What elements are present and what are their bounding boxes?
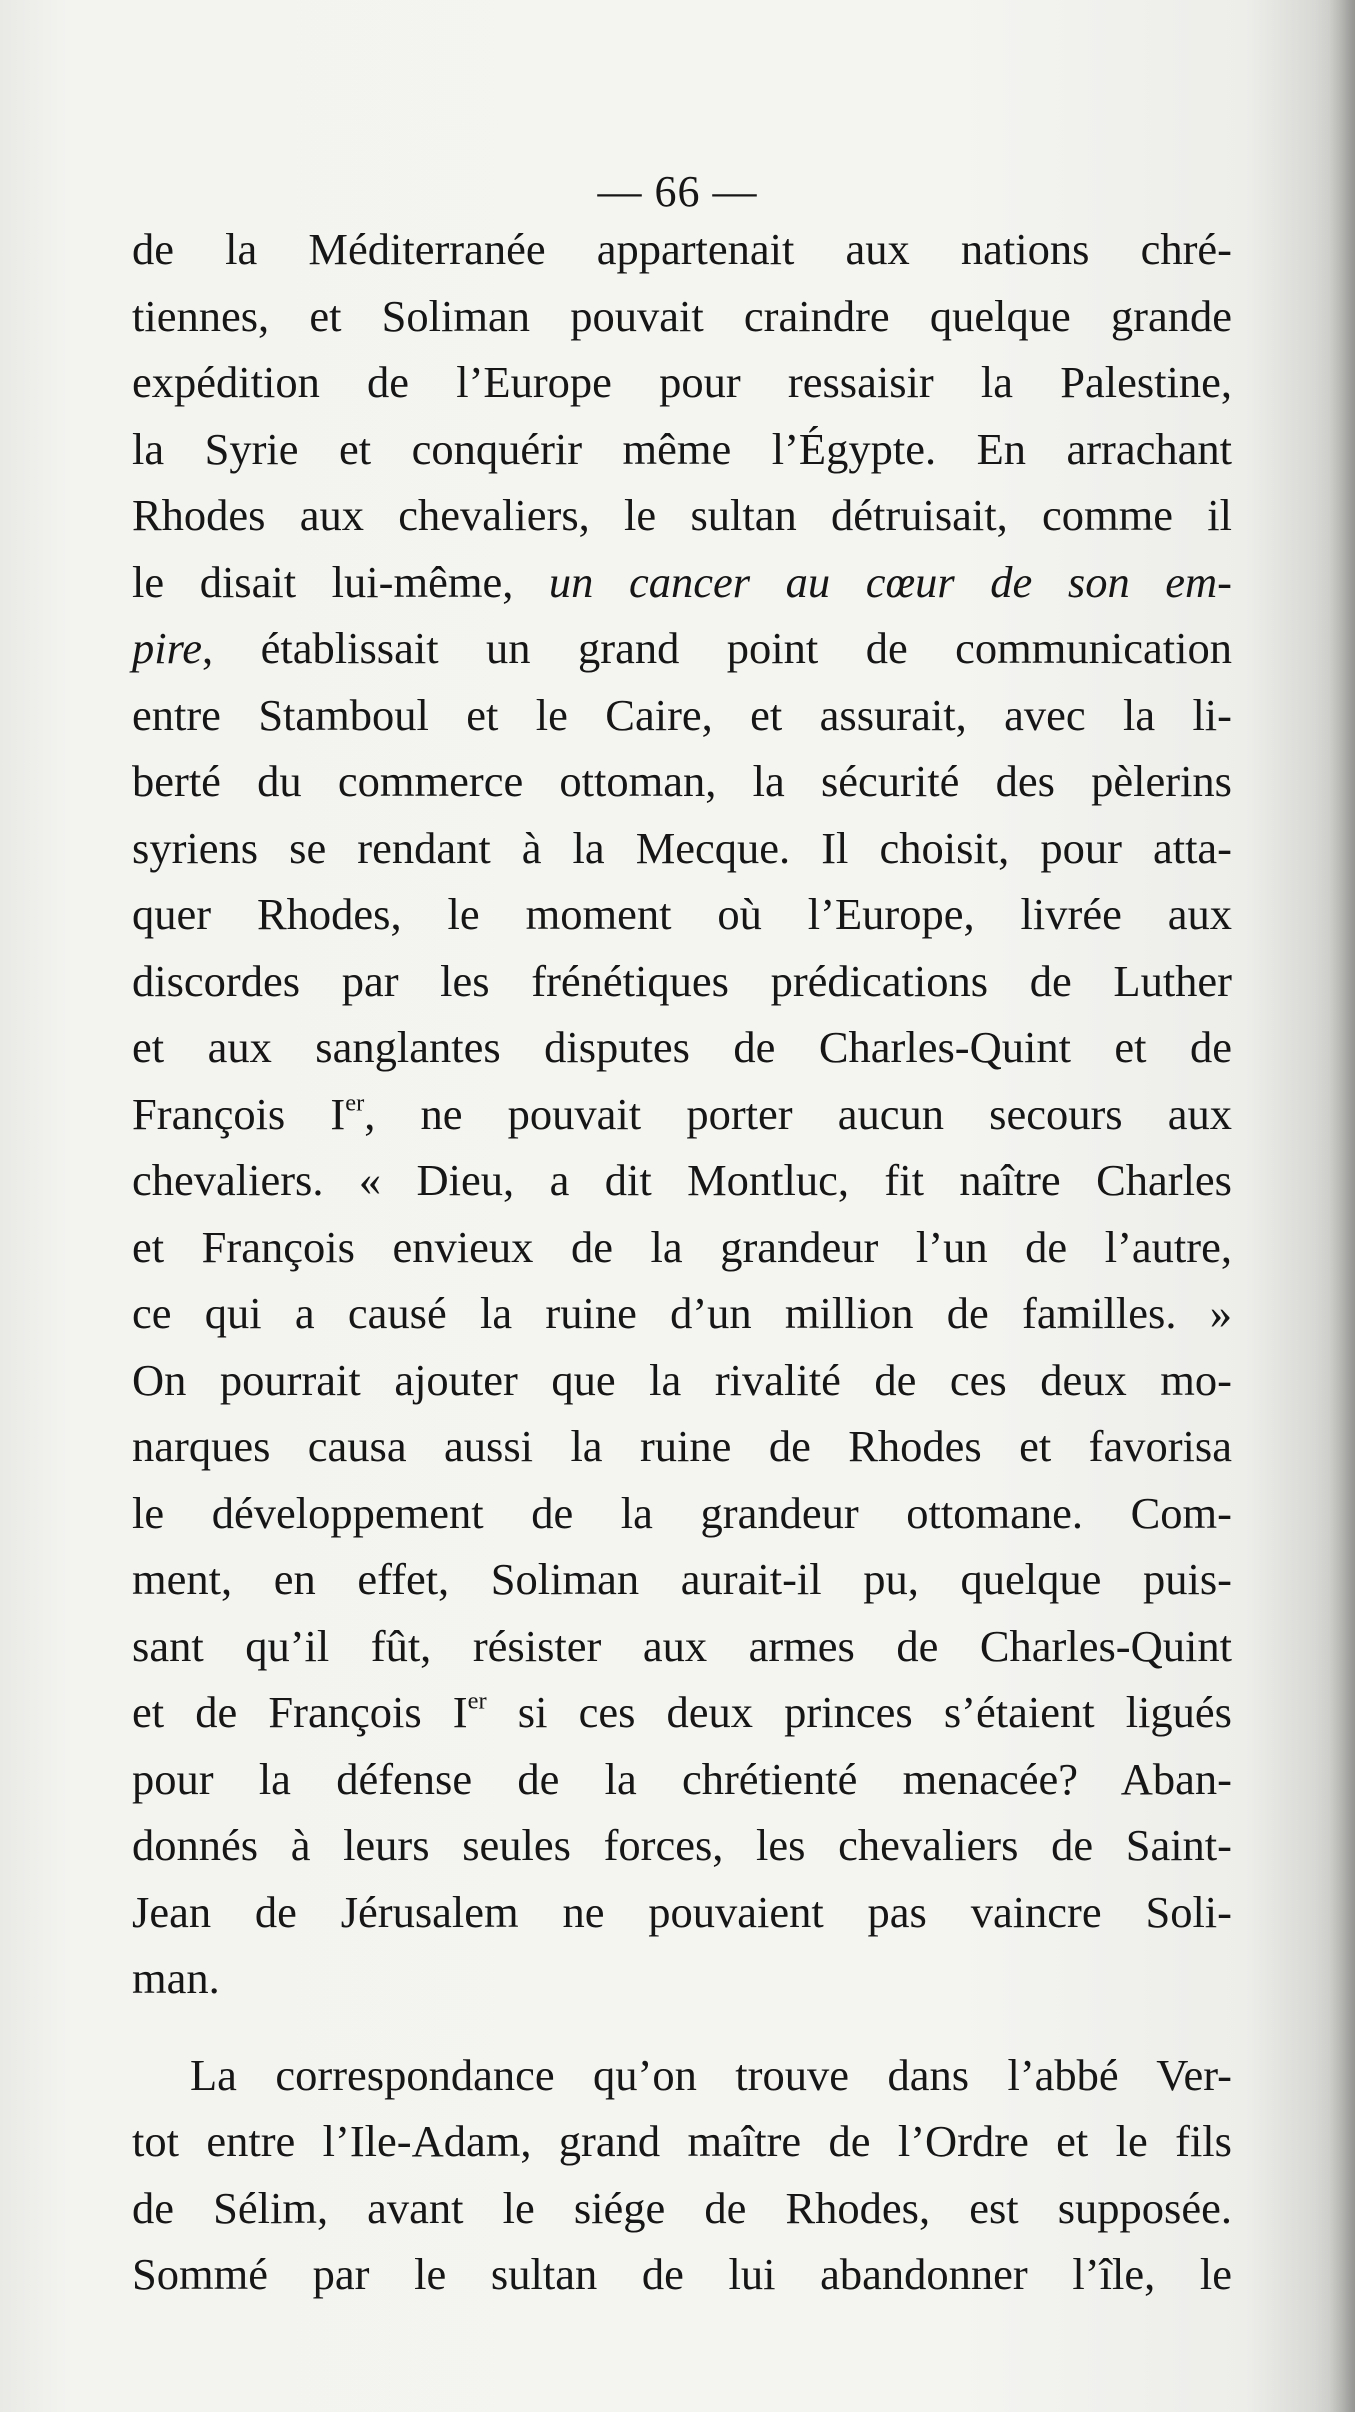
text-line: de Sélim, avant le siége de Rhodes, est supposée. xyxy=(132,2182,1232,2233)
text-line: ce qui a causé la ruine d’un million de familles. » xyxy=(132,1288,1232,1338)
text-line: discordes par les frénétiques prédications de Luther xyxy=(132,955,1232,1006)
text-line: On pourrait ajouter que la rivalité de ces deux mo- xyxy=(132,1354,1232,1405)
text-line: donnés à leurs seules forces, les chevaliers de Saint- xyxy=(132,1820,1232,1870)
text-line: Sommé par le sultan de lui abandonner l’île, le xyxy=(132,2249,1232,2299)
text-line xyxy=(132,549,1232,616)
body-text xyxy=(132,216,1232,2308)
text-line: le développement de la grandeur ottomane. Com- xyxy=(132,1487,1232,1538)
text-segment: le disait lui-même, xyxy=(132,556,549,607)
page-edge-shadow xyxy=(1329,0,1355,2412)
text-line: Jean de Jérusalem ne pouvaient pas vaincre Soli- xyxy=(132,1886,1232,1937)
text-line: berté du commerce ottoman, la sécurité des pèlerins xyxy=(132,756,1232,806)
text-line xyxy=(132,1679,1232,1746)
superscript: er xyxy=(345,1089,365,1117)
text-line: la Syrie et conquérir même l’Égypte. En arrachant xyxy=(132,423,1232,474)
text-line: tiennes, et Soliman pouvait craindre quelque grande xyxy=(132,290,1232,341)
page-number: — 66 — xyxy=(597,167,758,216)
text-line: narques causa aussi la ruine de Rhodes et favorisa xyxy=(132,1421,1232,1471)
text-line: entre Stamboul et le Caire, et assurait, avec la li- xyxy=(132,689,1232,740)
superscript: er xyxy=(467,1687,487,1715)
text-line: et aux sanglantes disputes de Charles-Quint et de xyxy=(132,1022,1232,1072)
text-line: syriens se rendant à la Mecque. Il choisit, pour atta- xyxy=(132,822,1232,873)
text-line: et François envieux de la grandeur l’un de l’autre, xyxy=(132,1221,1232,1272)
text-line: La correspondance qu’on trouve dans l’abbé Ver- xyxy=(190,2049,1232,2100)
text-line: de la Méditerranée appartenait aux nations chré- xyxy=(132,224,1232,274)
text-segment: , ne pouvait porter aucun secours aux xyxy=(364,1088,1232,1139)
text-segment: et de François I xyxy=(132,1687,468,1737)
text-line: expédition de l’Europe pour ressaisir la Palestine, xyxy=(132,357,1232,407)
italic-quote: un cancer au cœur de son em- xyxy=(548,556,1232,607)
text-line: pour la défense de la chrétienté menacée? Aban- xyxy=(132,1753,1232,1804)
text-line xyxy=(132,1081,1232,1148)
text-segment: si ces deux princes s’étaient ligués xyxy=(486,1687,1232,1737)
text-segment: , établissait un grand point de communication xyxy=(202,623,1232,673)
text-line: Rhodes aux chevaliers, le sultan détruisait, comme il xyxy=(132,490,1232,540)
text-line xyxy=(132,615,1232,682)
italic-quote: pire xyxy=(132,623,203,673)
text-line: man. xyxy=(132,1953,220,2003)
text-line: quer Rhodes, le moment où l’Europe, livrée aux xyxy=(132,889,1232,939)
text-line: chevaliers. « Dieu, a dit Montluc, fit naître Charles xyxy=(132,1155,1232,1205)
text-line: sant qu’il fût, résister aux armes de Charles-Quint xyxy=(132,1620,1232,1671)
text-segment: François I xyxy=(132,1088,346,1139)
text-line: ment, en effet, Soliman aurait-il pu, quelque puis- xyxy=(132,1554,1232,1604)
text-line: tot entre l’Ile-Adam, grand maître de l’Ordre et le fils xyxy=(132,2116,1232,2166)
paragraph-gap xyxy=(132,2012,1232,2042)
